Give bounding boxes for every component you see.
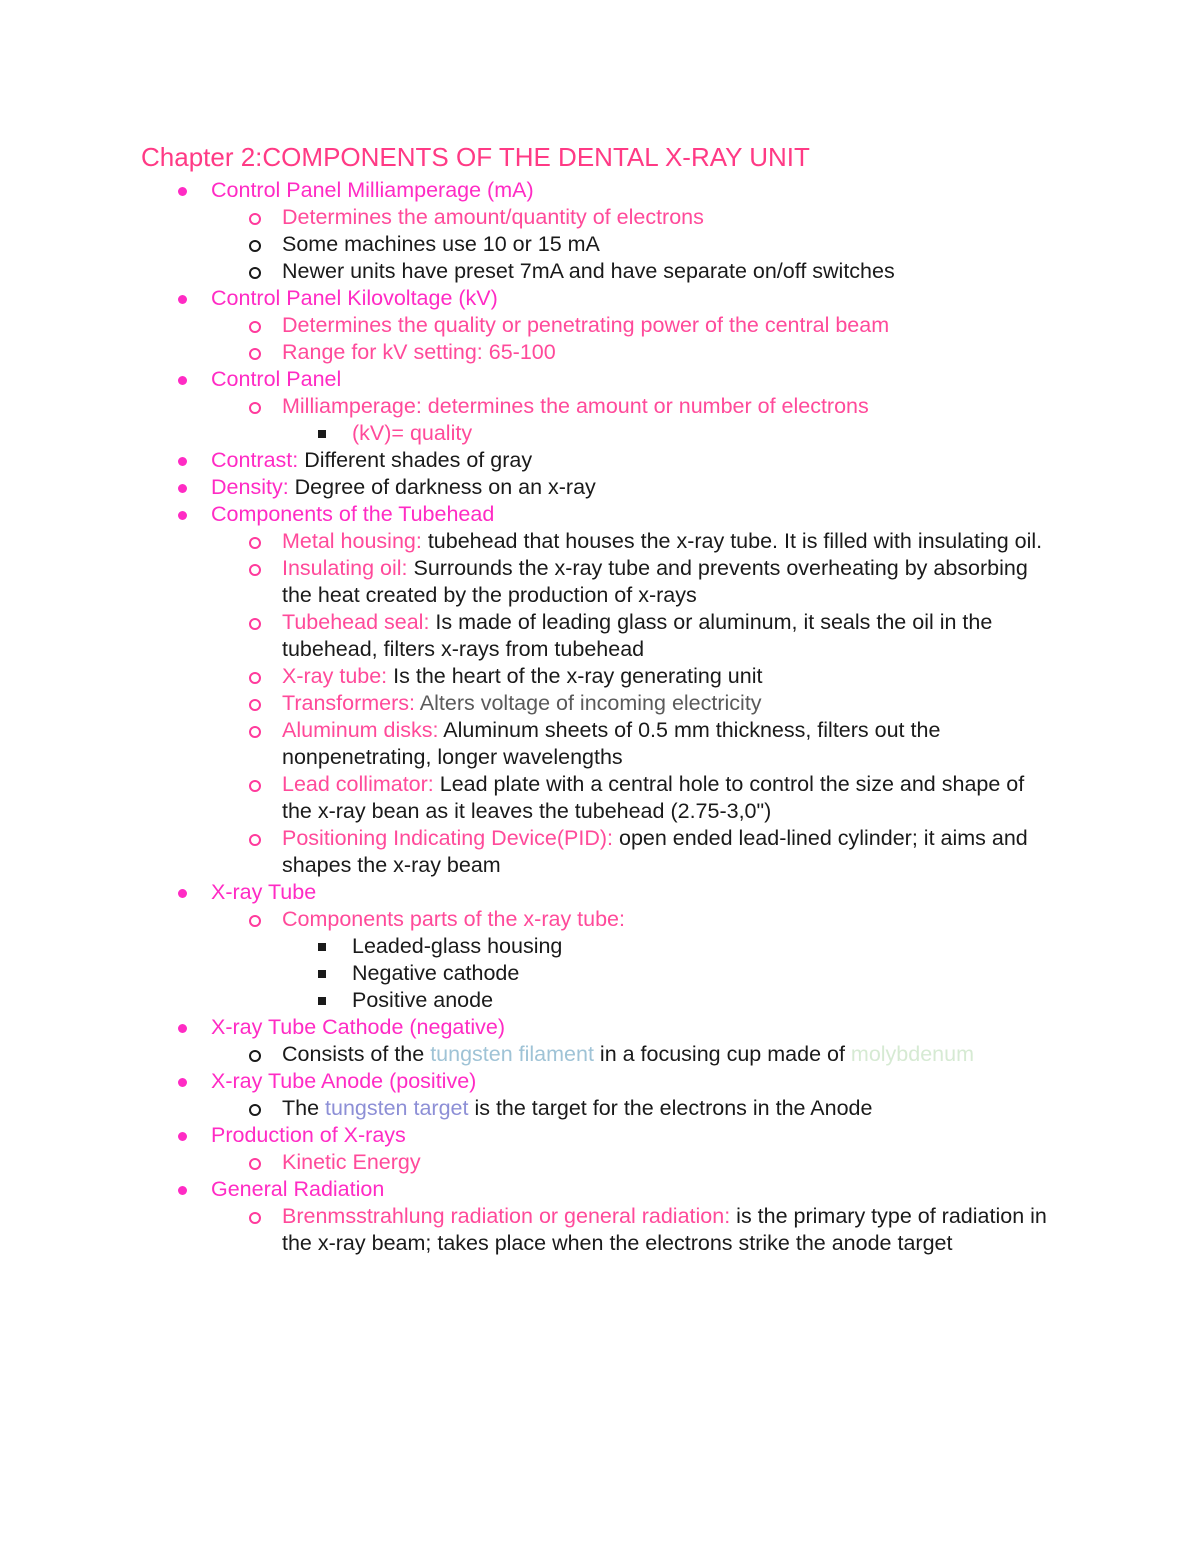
filled-circle-bullet-icon — [178, 1078, 187, 1087]
term-label: Positioning Indicating Device(PID): — [282, 826, 614, 850]
term-definition: Lead plate with a central hole to control the size and shape of the x-ray bean as it leaves the tubehead (2.75-3,0") — [282, 772, 1025, 823]
hollow-circle-bullet-icon — [249, 564, 261, 576]
list-item — [0, 339, 1200, 366]
term-label: Transformers: — [282, 691, 415, 715]
highlight-term: tungsten target — [325, 1096, 469, 1120]
filled-circle-bullet-icon — [178, 1024, 187, 1033]
term-label: Lead collimator: — [282, 772, 434, 796]
hollow-circle-bullet-icon — [249, 1158, 261, 1170]
list-item — [0, 1149, 1200, 1176]
section-heading: X-ray Tube Cathode (negative) — [211, 1015, 505, 1039]
highlight-term: tungsten filament — [430, 1042, 594, 1066]
square-bullet-icon — [318, 430, 326, 438]
square-bullet-icon — [318, 997, 326, 1005]
list-item — [0, 528, 1200, 555]
list-item — [0, 609, 1200, 663]
list-item — [0, 393, 1200, 420]
note-text: Some machines use 10 or 15 mA — [282, 232, 600, 256]
filled-circle-bullet-icon — [178, 1132, 187, 1141]
list-item — [0, 258, 1200, 285]
note-text: in a focusing cup made of — [593, 1042, 851, 1066]
hollow-circle-bullet-icon — [249, 402, 261, 414]
section-heading: Control Panel Milliamperage (mA) — [211, 178, 534, 202]
list-item — [0, 177, 1200, 204]
list-item — [0, 1203, 1200, 1257]
list-item — [0, 690, 1200, 717]
list-item — [0, 501, 1200, 528]
term-label: Density: — [211, 475, 289, 499]
note-text: Determines the quality or penetrating power of the central beam — [282, 313, 890, 337]
note-text: Milliamperage: determines the amount or number of electrons — [282, 394, 869, 418]
list-item — [0, 447, 1200, 474]
term-definition: open ended lead-lined cylinder; it aims and shapes the x-ray beam — [282, 826, 1028, 877]
term-label: Insulating oil: — [282, 556, 408, 580]
term-label: Tubehead seal: — [282, 610, 430, 634]
hollow-circle-bullet-icon — [249, 240, 261, 252]
hollow-circle-bullet-icon — [249, 1212, 261, 1224]
note-text: Components parts of the x-ray tube: — [282, 907, 625, 931]
note-text: Positive anode — [352, 988, 494, 1012]
filled-circle-bullet-icon — [178, 457, 187, 466]
hollow-circle-bullet-icon — [249, 915, 261, 927]
list-item — [0, 879, 1200, 906]
note-text: Determines the amount/quantity of electrons — [282, 205, 704, 229]
term-definition: Alters voltage of incoming electricity — [415, 691, 762, 715]
term-label: Contrast: — [211, 448, 299, 472]
hollow-circle-bullet-icon — [249, 699, 261, 711]
note-text: Leaded-glass housing — [352, 934, 563, 958]
section-heading: Components of the Tubehead — [211, 502, 495, 526]
note-text: The — [282, 1096, 326, 1120]
note-text: Negative cathode — [352, 961, 520, 985]
term-definition: tubehead that houses the x-ray tube. It is filled with insulating oil. — [421, 529, 1043, 553]
list-item — [0, 1122, 1200, 1149]
list-item — [0, 231, 1200, 258]
hollow-circle-bullet-icon — [249, 672, 261, 684]
page-title: Chapter 2:COMPONENTS OF THE DENTAL X-RAY UNIT — [141, 142, 810, 172]
hollow-circle-bullet-icon — [249, 618, 261, 630]
highlight-term: molybdenum — [850, 1042, 974, 1066]
list-item — [0, 717, 1200, 771]
note-text: is the target for the electrons in the Anode — [468, 1096, 873, 1120]
filled-circle-bullet-icon — [178, 484, 187, 493]
hollow-circle-bullet-icon — [249, 726, 261, 738]
hollow-circle-bullet-icon — [249, 834, 261, 846]
filled-circle-bullet-icon — [178, 1186, 187, 1195]
hollow-circle-bullet-icon — [249, 780, 261, 792]
term-definition: Different shades of gray — [298, 448, 533, 472]
hollow-circle-bullet-icon — [249, 213, 261, 225]
list-item — [0, 771, 1200, 825]
term-label: Aluminum disks: — [282, 718, 439, 742]
note-text: Consists of the — [282, 1042, 431, 1066]
term-label: Metal housing: — [282, 529, 422, 553]
hollow-circle-bullet-icon — [249, 348, 261, 360]
list-item — [0, 474, 1200, 501]
square-bullet-icon — [318, 943, 326, 951]
list-item — [0, 906, 1200, 933]
list-item — [0, 555, 1200, 609]
square-bullet-icon — [318, 970, 326, 978]
section-heading: Control Panel Kilovoltage (kV) — [211, 286, 498, 310]
section-heading: X-ray Tube Anode (positive) — [211, 1069, 477, 1093]
list-item — [0, 366, 1200, 393]
hollow-circle-bullet-icon — [249, 321, 261, 333]
note-text: (kV)= quality — [352, 421, 473, 445]
term-definition: is the primary type of radiation in the x-ray beam; takes place when the electrons strike the anode target — [282, 1204, 1047, 1255]
list-item — [0, 420, 1200, 447]
list-item — [0, 987, 1200, 1014]
filled-circle-bullet-icon — [178, 376, 187, 385]
term-definition: Degree of darkness on an x-ray — [288, 475, 596, 499]
hollow-circle-bullet-icon — [249, 537, 261, 549]
note-text: Range for kV setting: 65-100 — [282, 340, 556, 364]
term-definition: Aluminum sheets of 0.5 mm thickness, filters out the nonpenetrating, longer wavelengths — [282, 718, 941, 769]
hollow-circle-bullet-icon — [249, 1050, 261, 1062]
list-item — [0, 1014, 1200, 1041]
section-heading: General Radiation — [211, 1177, 385, 1201]
filled-circle-bullet-icon — [178, 295, 187, 304]
list-item — [0, 1041, 1200, 1068]
term-definition: Is made of leading glass or aluminum, it seals the oil in the tubehead, filters x-rays from tubehead — [282, 610, 993, 661]
list-item — [0, 285, 1200, 312]
section-heading: Control Panel — [211, 367, 342, 391]
list-item — [0, 960, 1200, 987]
list-item — [0, 825, 1200, 879]
note-text: Newer units have preset 7mA and have separate on/off switches — [282, 259, 895, 283]
list-item — [0, 1095, 1200, 1122]
notes-outline — [0, 177, 1200, 1257]
filled-circle-bullet-icon — [178, 511, 187, 520]
term-definition: Is the heart of the x-ray generating unit — [387, 664, 763, 688]
term-label: X-ray tube: — [282, 664, 388, 688]
term-label: Brenmsstrahlung radiation or general radiation: — [282, 1204, 731, 1228]
section-heading: X-ray Tube — [211, 880, 317, 904]
section-heading: Production of X-rays — [211, 1123, 406, 1147]
term-definition: Surrounds the x-ray tube and prevents overheating by absorbing the heat created by the production of x-rays — [282, 556, 1028, 607]
hollow-circle-bullet-icon — [249, 267, 261, 279]
note-text: Kinetic Energy — [282, 1150, 421, 1174]
list-item — [0, 312, 1200, 339]
list-item — [0, 663, 1200, 690]
filled-circle-bullet-icon — [178, 187, 187, 196]
list-item — [0, 1176, 1200, 1203]
hollow-circle-bullet-icon — [249, 1104, 261, 1116]
filled-circle-bullet-icon — [178, 889, 187, 898]
list-item — [0, 204, 1200, 231]
list-item — [0, 1068, 1200, 1095]
list-item — [0, 933, 1200, 960]
